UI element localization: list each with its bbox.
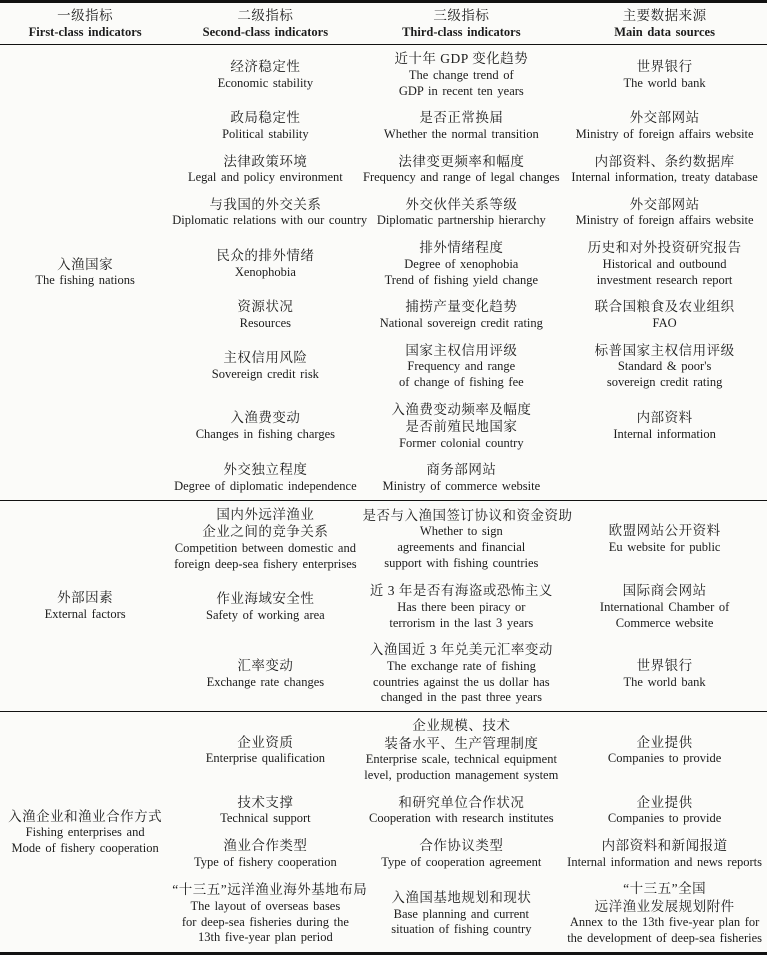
table-section-3	[0, 712, 767, 954]
data-source-cell-en-line: Internal information	[613, 426, 716, 441]
data-source-cell	[562, 500, 767, 577]
third-class-indicator-cell-zh-line: 外交伙伴关系等级	[405, 196, 518, 212]
header-main-data-sources-zh: 主要数据来源	[622, 8, 707, 23]
third-class-indicator-cell-en-line: Ministry of commerce website	[382, 479, 541, 494]
header-first-class-zh: 一级指标	[57, 8, 114, 23]
second-class-indicator-cell	[170, 337, 360, 396]
third-class-indicator-cell-en-line: Diplomatic partnership hierarchy	[376, 213, 546, 228]
data-source-cell	[562, 104, 767, 147]
data-source-cell-zh-line: 内部资料	[636, 410, 693, 426]
second-class-indicator-cell-zh-line: 渔业合作类型	[223, 838, 308, 854]
header-second-class-en: Second-class indicators	[202, 24, 329, 39]
third-class-indicator-cell-zh-line: 和研究单位合作状况	[398, 794, 525, 810]
second-class-indicator-cell-en-line: for deep-sea fisheries during the	[181, 914, 349, 929]
third-class-indicator-cell	[360, 636, 562, 711]
data-source-cell	[562, 293, 767, 336]
third-class-indicator-cell-en-line: Type of cooperation agreement	[381, 854, 542, 869]
third-class-indicator-cell	[360, 337, 562, 396]
second-class-indicator-cell-en-line: Political stability	[222, 126, 309, 141]
second-class-indicator-cell-zh-line: 外交独立程度	[223, 462, 308, 478]
data-source-cell-en-line: Historical and outbound	[602, 256, 727, 271]
data-source-cell-en-line: Eu website for public	[608, 539, 721, 554]
third-class-indicator-cell-zh-line: 近十年 GDP 变化趋势	[394, 51, 529, 67]
data-source-cell	[562, 45, 767, 105]
data-source-cell-zh-line: 世界银行	[636, 59, 693, 75]
second-class-indicator-cell-en-line: Xenophobia	[234, 264, 296, 279]
third-class-indicator-cell-zh-line: 入渔国近 3 年兑美元汇率变动	[369, 642, 553, 658]
second-class-indicator-cell	[170, 45, 360, 105]
data-source-cell-en-line: Standard & poor's	[617, 359, 712, 374]
third-class-indicator-cell-en-line: changed in the past three years	[380, 690, 542, 705]
first-class-indicator-cell-zh-line: 入渔企业和渔业合作方式	[8, 808, 163, 824]
third-class-indicator-cell	[360, 500, 573, 577]
third-class-indicator-cell-zh-line: 国家主权信用评级	[405, 342, 518, 358]
first-class-indicator-cell-en-line: The fishing nations	[35, 273, 135, 288]
data-source-cell	[562, 456, 767, 500]
third-class-indicator-cell-en-line: level, production management system	[364, 768, 559, 783]
third-class-indicator-cell-zh-line: 法律变更频率和幅度	[398, 153, 525, 169]
third-class-indicator-cell	[360, 456, 562, 500]
second-class-indicator-cell-en-line: Exchange rate changes	[206, 674, 325, 689]
third-class-indicator-cell-zh-line: 装备水平、生产管理制度	[384, 735, 539, 751]
data-source-cell-zh-line: 远洋渔业发展规划附件	[594, 898, 735, 914]
table-section-1	[0, 45, 767, 500]
third-class-indicator-cell-en-line: of change of fishing fee	[398, 374, 524, 389]
third-class-indicator-cell-en-line: National sovereign credit rating	[379, 315, 543, 330]
second-class-indicator-cell	[170, 636, 360, 711]
second-class-indicator-cell-zh-line: 与我国的外交关系	[209, 196, 322, 212]
second-class-indicator-cell-en-line: Changes in fishing charges	[195, 426, 336, 441]
second-class-indicator-cell-zh-line: 国内外远洋渔业	[216, 506, 315, 522]
third-class-indicator-cell	[360, 148, 562, 191]
data-source-cell-en-line: Companies to provide	[607, 751, 722, 766]
third-class-indicator-cell	[360, 832, 562, 875]
third-class-indicator-cell-zh-line: 入渔费变动频率及幅度	[391, 401, 532, 417]
second-class-indicator-cell-en-line: Degree of diplomatic independence	[174, 479, 357, 494]
third-class-indicator-cell-en-line: The exchange rate of fishing	[386, 658, 536, 673]
data-source-cell-zh-line: 企业提供	[636, 794, 693, 810]
third-class-indicator-cell	[360, 45, 562, 105]
second-class-indicator-cell-zh-line: “十三五”远洋渔业海外基地布局	[172, 882, 368, 898]
third-class-indicator-cell-en-line: Enterprise scale, technical equipment	[365, 752, 557, 767]
second-class-indicator-cell-zh-line: 经济稳定性	[230, 59, 301, 75]
data-source-cell-en-line: Internal information, treaty database	[571, 170, 758, 185]
third-class-indicator-cell-en-line: The change trend of	[408, 67, 514, 82]
third-class-indicator-cell-en-line: support with fishing countries	[384, 555, 539, 570]
data-source-cell	[562, 577, 767, 636]
data-source-cell-en-line: FAO	[652, 315, 677, 330]
header-main-data-sources	[562, 2, 767, 45]
data-source-cell-zh-line: “十三五”全国	[623, 881, 707, 897]
third-class-indicator-cell	[360, 396, 562, 457]
third-class-indicator-cell	[360, 234, 562, 293]
second-class-indicator-cell-en-line: Competition between domestic and	[174, 540, 356, 555]
first-class-indicator-cell	[0, 45, 170, 500]
first-class-indicator-cell-en-line: External factors	[44, 606, 126, 621]
third-class-indicator-cell	[360, 712, 562, 789]
table-row	[0, 712, 767, 789]
second-class-indicator-cell-en-line: Technical support	[220, 811, 311, 826]
second-class-indicator-cell	[170, 456, 360, 500]
second-class-indicator-cell-zh-line: 作业海域安全性	[216, 591, 315, 607]
second-class-indicator-cell-en-line: The layout of overseas bases	[190, 898, 341, 913]
third-class-indicator-cell-en-line: Whether the normal transition	[383, 126, 539, 141]
data-source-cell	[562, 712, 767, 789]
third-class-indicator-cell-en-line: Base planning and current	[393, 906, 529, 921]
first-class-indicator-cell-en-line: Mode of fishery cooperation	[11, 840, 159, 855]
third-class-indicator-cell-zh-line: 近 3 年是否有海盗或恐怖主义	[369, 583, 553, 599]
second-class-indicator-cell	[170, 577, 360, 636]
data-source-cell-en-line: the development of deep-sea fisheries	[567, 931, 762, 946]
data-source-cell-zh-line: 欧盟网站公开资料	[608, 523, 721, 539]
third-class-indicator-cell	[360, 875, 562, 953]
first-class-indicator-cell	[0, 500, 170, 711]
first-class-indicator-cell	[0, 712, 170, 954]
data-source-cell-en-line: The world bank	[623, 75, 706, 90]
data-source-cell-zh-line: 世界银行	[636, 658, 693, 674]
second-class-indicator-cell	[170, 234, 360, 293]
data-source-cell	[562, 396, 767, 457]
third-class-indicator-cell	[360, 789, 562, 832]
second-class-indicator-cell-en-line: Economic stability	[217, 75, 314, 90]
second-class-indicator-cell-en-line: Resources	[239, 315, 292, 330]
third-class-indicator-cell-en-line: situation of fishing country	[391, 922, 532, 937]
third-class-indicator-cell-zh-line: 企业规模、技术	[412, 718, 511, 734]
third-class-indicator-cell	[360, 293, 562, 336]
third-class-indicator-cell-zh-line: 合作协议类型	[419, 838, 504, 854]
header-first-class-indicators	[0, 2, 170, 45]
header-third-class-indicators	[360, 2, 562, 45]
second-class-indicator-cell	[170, 148, 360, 191]
data-source-cell-zh-line: 外交部网站	[629, 196, 700, 212]
third-class-indicator-cell	[360, 104, 562, 147]
header-main-data-sources-en: Main data sources	[614, 24, 715, 39]
second-class-indicator-cell-zh-line: 技术支撑	[237, 794, 294, 810]
data-source-cell	[562, 234, 767, 293]
third-class-indicator-cell-en-line: Trend of fishing yield change	[384, 272, 539, 287]
first-class-indicator-cell-en-line: Fishing enterprises and	[25, 825, 145, 840]
second-class-indicator-cell-en-line: Enterprise qualification	[205, 751, 325, 766]
second-class-indicator-cell-en-line: Diplomatic relations with our country	[172, 213, 368, 228]
table-row	[0, 500, 767, 577]
data-source-cell-en-line: investment research report	[596, 272, 733, 287]
second-class-indicator-cell-en-line: 13th five-year plan period	[198, 930, 333, 945]
data-source-cell-en-line: Commerce website	[615, 615, 714, 630]
third-class-indicator-cell-en-line: countries against the us dollar has	[373, 674, 550, 689]
third-class-indicator-cell-en-line: Degree of xenophobia	[404, 256, 519, 271]
first-class-indicator-cell-zh-line: 入渔国家	[57, 256, 114, 272]
data-source-cell-zh-line: 企业提供	[636, 734, 693, 750]
second-class-indicator-cell	[170, 832, 360, 875]
third-class-indicator-cell-zh-line: 是否与入渔国签订协议和资金资助	[362, 507, 573, 523]
table-header	[0, 2, 767, 45]
first-class-indicator-cell-zh-line: 外部因素	[57, 590, 114, 606]
second-class-indicator-cell-zh-line: 汇率变动	[237, 658, 294, 674]
second-class-indicator-cell	[170, 500, 360, 577]
data-source-cell-zh-line: 历史和对外投资研究报告	[587, 240, 742, 256]
third-class-indicator-cell-en-line: Frequency and range	[407, 359, 516, 374]
data-source-cell	[562, 789, 767, 832]
header-second-class-zh: 二级指标	[237, 8, 294, 23]
data-source-cell-en-line: Ministry of foreign affairs website	[575, 213, 754, 228]
data-source-cell-en-line: Annex to the 13th five-year plan for	[569, 915, 760, 930]
header-row	[0, 2, 767, 45]
second-class-indicator-cell-en-line: Legal and policy environment	[187, 170, 343, 185]
second-class-indicator-cell	[170, 396, 360, 457]
second-class-indicator-cell-zh-line: 入渔费变动	[230, 410, 301, 426]
third-class-indicator-cell-zh-line: 商务部网站	[426, 462, 497, 478]
data-source-cell	[562, 875, 767, 953]
third-class-indicator-cell-zh-line: 是否前殖民地国家	[405, 419, 518, 435]
third-class-indicator-cell-en-line: Former colonial country	[399, 435, 524, 450]
third-class-indicator-cell-en-line: Frequency and range of legal changes	[363, 170, 560, 185]
data-source-cell-en-line: International Chamber of	[599, 599, 730, 614]
second-class-indicator-cell-en-line: Sovereign credit risk	[211, 367, 319, 381]
second-class-indicator-cell-zh-line: 企业之间的竞争关系	[202, 524, 329, 540]
third-class-indicator-cell-en-line: Has there been piracy or	[397, 599, 526, 614]
data-source-cell-zh-line: 标普国家主权信用评级	[594, 342, 735, 358]
header-third-class-zh: 三级指标	[433, 8, 490, 23]
second-class-indicator-cell-zh-line: 企业资质	[237, 734, 294, 750]
data-source-cell	[562, 148, 767, 191]
second-class-indicator-cell	[170, 191, 368, 234]
data-source-cell-zh-line: 内部资料和新闻报道	[601, 838, 728, 854]
data-source-cell-zh-line: 联合国粮食及农业组织	[594, 299, 735, 315]
second-class-indicator-cell-zh-line: 法律政策环境	[223, 153, 308, 169]
data-source-cell-en-line: Ministry of foreign affairs website	[575, 126, 754, 141]
third-class-indicator-cell	[360, 577, 562, 636]
data-source-cell-en-line: sovereign credit rating	[606, 374, 723, 389]
data-source-cell-en-line: The world bank	[623, 674, 706, 689]
second-class-indicator-cell	[170, 104, 360, 147]
header-third-class-en: Third-class indicators	[402, 24, 521, 39]
second-class-indicator-cell-en-line: Type of fishery cooperation	[193, 854, 337, 869]
second-class-indicator-cell	[170, 293, 360, 336]
third-class-indicator-cell-zh-line: 是否正常换届	[419, 110, 504, 126]
third-class-indicator-cell-en-line: Cooperation with research institutes	[368, 811, 554, 826]
second-class-indicator-cell-zh-line: 主权信用风险	[223, 350, 308, 366]
data-source-cell	[562, 636, 767, 711]
third-class-indicator-cell-en-line: terrorism in the last 3 years	[389, 615, 534, 630]
second-class-indicator-cell-zh-line: 资源状况	[237, 299, 294, 315]
second-class-indicator-cell	[170, 789, 360, 832]
third-class-indicator-cell-en-line: GDP in recent ten years	[398, 83, 524, 98]
data-source-cell-zh-line: 外交部网站	[629, 110, 700, 126]
third-class-indicator-cell-en-line: agreements and financial	[397, 539, 526, 554]
header-second-class-indicators	[170, 2, 360, 45]
table-row	[0, 45, 767, 105]
data-source-cell-zh-line: 内部资料、条约数据库	[594, 153, 735, 169]
second-class-indicator-cell	[170, 875, 368, 953]
data-source-cell-en-line: Internal information and news reports	[567, 854, 763, 869]
second-class-indicator-cell-zh-line: 政局稳定性	[230, 110, 301, 126]
third-class-indicator-cell-zh-line: 入渔国基地规划和现状	[391, 890, 532, 906]
second-class-indicator-cell	[170, 712, 360, 789]
data-source-cell-en-line: Companies to provide	[607, 811, 722, 826]
second-class-indicator-cell-zh-line: 民众的排外情绪	[216, 248, 315, 264]
data-source-cell	[562, 337, 767, 396]
data-source-cell	[562, 832, 767, 875]
data-source-cell-zh-line: 国际商会网站	[622, 583, 707, 599]
third-class-indicator-cell	[360, 191, 562, 234]
data-source-cell	[562, 191, 767, 234]
third-class-indicator-cell-zh-line: 排外情绪程度	[419, 240, 504, 256]
third-class-indicator-cell-en-line: Whether to sign	[419, 524, 503, 539]
third-class-indicator-cell-zh-line: 捕捞产量变化趋势	[405, 299, 518, 315]
second-class-indicator-cell-en-line: Safety of working area	[206, 607, 325, 622]
second-class-indicator-cell-en-line: foreign deep-sea fishery enterprises	[174, 556, 357, 571]
table-section-2	[0, 500, 767, 711]
header-first-class-en: First-class indicators	[28, 24, 142, 39]
